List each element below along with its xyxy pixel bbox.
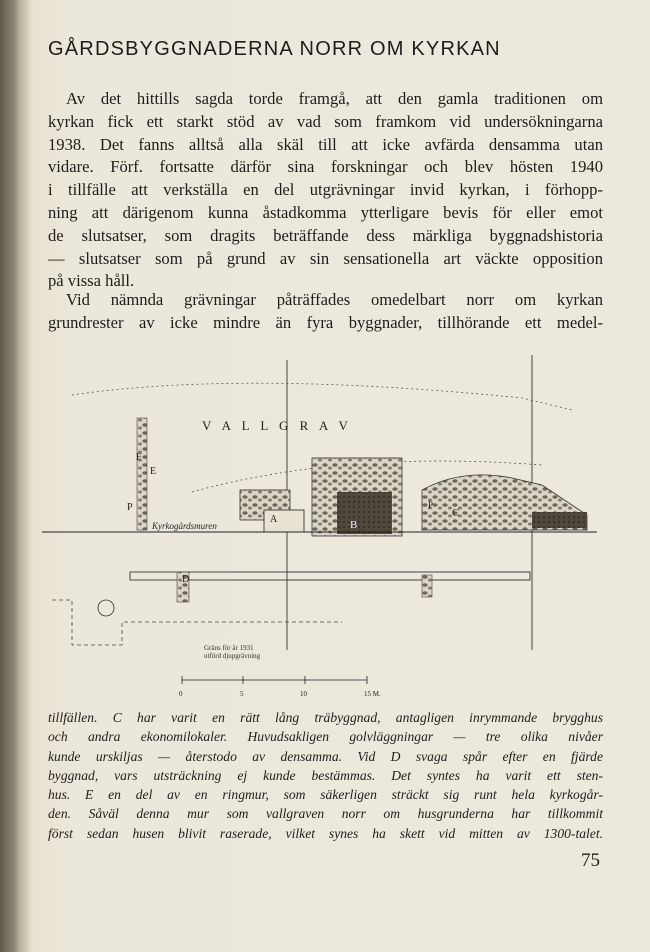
letter-a: A [270,514,278,525]
scale-label: 15 M. [364,690,381,698]
letter-d: D [182,574,190,585]
caption-line: först sedan husen blivit raserade, vilket synes ha skett vid mitten av 1300-talet. [48,825,603,841]
letter-f: F [136,452,142,463]
chapter-heading: GÅRDSBYGGNADERNA NORR OM KYRKAN [48,38,501,60]
scale-label: 0 [179,690,183,698]
letter-p: P [127,502,133,513]
paragraph-1-line: i tillfälle att verkställa en del utgrävningar invid kyrkan, i förhopp- [48,180,603,200]
letter-c: C [452,507,460,519]
paragraph-1-line: — slutsatser som på grund av sin sensationella art väckte opposition [48,248,603,268]
building-d [130,572,530,602]
dashed-outline [52,600,342,645]
paragraph-1 [48,88,603,293]
caption-line: hus. E en del av en ringmur, som säkerligen sträckt sig runt hela kyrkogår- [48,787,603,803]
caption-line: den. Såväl denna mur som vallgraven norr om husgrunderna har tillkommit [48,806,603,822]
building-b [312,458,402,536]
paragraph-1-line: ning att därigenom kunna åstadkomma ytterligare bevis för eller emot [48,202,603,222]
caption-line: och andra ekonomilokaler. Huvudsakligen golvläggningar — tre olika nivåer [48,729,603,745]
paragraph-2 [48,289,603,335]
paragraph-1-line: kyrkan fick ett starkt stöd av vad som framkom vid undersökningarna [48,111,603,131]
building-c [422,475,587,530]
kyrkogardsmuren-label: Kyrkogårdsmuren [152,521,217,531]
caption-line: tillfällen. C har varit en rätt lång träbyggnad, antagligen inrymmande brygghus [48,710,603,725]
paragraph-1-line: Av det hittills sagda torde framgå, att den gamla traditionen om [66,89,603,108]
building-a [240,490,304,532]
letter-p: P [428,500,434,510]
figure-caption [48,708,603,843]
book-spine-shadow [0,0,14,952]
scale-label: 10 [300,690,307,698]
marker-circle [98,600,114,616]
scale-label: 5 [240,690,244,698]
letter-b: B [350,519,358,531]
excavation-plan-drawing [42,350,610,705]
paragraph-1-line: 1938. Det fanns alltså alla skäl till att icke avfärda densamma utan [48,134,603,154]
dotted-boundary-line [72,383,572,410]
note-line: Gräns för år 1931 [204,644,254,652]
paragraph-2-line: grundrester av icke mindre än fyra byggnader, tillhörande ett medel- [48,312,603,332]
vallgrav-label: V A L L G R A V [202,418,352,433]
paragraph-1-line: de slutsatser, som dragits beträffande dess märkliga byggnadshistoria [48,225,603,245]
letter-e: E [150,466,157,477]
paragraph-2-line: Vid nämnda grävningar påträffades omedelbart norr om kyrkan [66,290,603,309]
page-number: 75 [581,850,600,871]
paragraph-1-line: vidare. Förf. fortsatte därför sina forskningar och blev hösten 1940 [48,157,603,177]
note-line: utförd djupgrävning [204,652,261,660]
ringmur-e [127,418,156,530]
paragraph-1-line: på vissa håll. [48,271,135,291]
scale-bar [179,676,381,698]
caption-line: kunde urskiljas — återstodo av densamma. Vid D svaga spår efter en fjärde [48,748,603,764]
excavation-plan-figure [42,350,610,705]
caption-line: byggnad, vars utsträckning ej kunde bestämmas. Det syntes ha varit ett sten- [48,767,603,783]
